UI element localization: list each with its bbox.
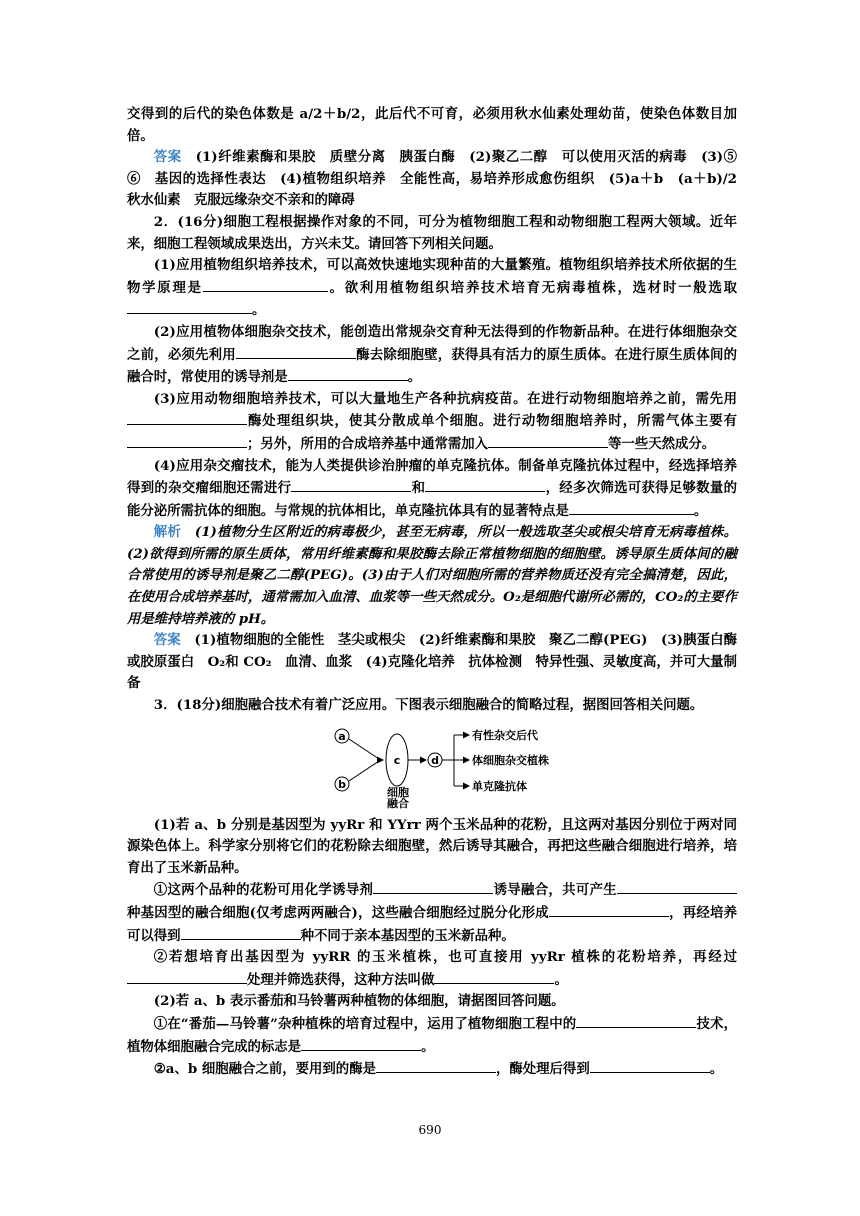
q3-sub4 — [127, 1058, 737, 1081]
answer-blank[interactable] — [434, 969, 554, 984]
arrow-b — [349, 761, 379, 781]
question-text: ②a、b 细胞融合之前，要用到的酶是 — [153, 1061, 376, 1078]
label-out2: 体细胞杂交植株 — [472, 753, 549, 767]
q2-part1 — [127, 255, 737, 322]
question-text: 和 — [411, 480, 426, 497]
question-text: ，经多次筛选可获得足够数量的能分泌所需抗体的细胞。与常规的抗体相比，单克隆抗体具有的显著特点是 — [127, 480, 738, 519]
page-number: 690 — [418, 1123, 442, 1137]
arrow-a — [349, 739, 379, 759]
question-text: ②若想培育出基因型为 yyRR 的玉米植株，也可直接用 yyRr 植株的花粉培养，再经过 — [153, 949, 737, 966]
question-text: (3)应用动物细胞培养技术，可以大量地生产各种抗病疫苗。在进行动物细胞培养之前，需先用 — [153, 390, 737, 407]
label-a: a — [338, 729, 346, 743]
question-text: ①这两个品种的花粉可用化学诱导剂 — [153, 882, 374, 899]
label-d: d — [431, 753, 439, 767]
answer-text: (1)植物细胞的全能性 茎尖或根尖 (2)纤维素酶和果胶 聚乙二醇(PEG) (3)胰蛋白酶或胶原蛋白 O₂和 CO₂ 血清、血浆 (4)克隆化培养 抗体检测 特异性强、灵敏度高，并可大量制备 — [127, 632, 738, 692]
question-text: ；另外，所用的合成培养基中通常需加入 — [247, 435, 489, 452]
answer-blank[interactable] — [376, 1058, 496, 1073]
question-text: 等一些天然成分。 — [608, 435, 716, 452]
q2-part2 — [127, 322, 737, 389]
q3-part1: (1)若 a、b 分别是基因型为 yyRr 和 YYrr 两个玉米品种的花粉，且这两对基因分别位于两对同源染色体上。科学家分别将它们的花粉除去细胞壁，然后诱导其融合，再把这些融合细胞进行培养，培育出了玉米新品种。 — [127, 816, 737, 876]
answer-blank[interactable] — [127, 410, 247, 425]
label-b: b — [338, 777, 346, 791]
question-text: ，酶处理后得到 — [495, 1061, 590, 1078]
answer-blank[interactable] — [291, 477, 411, 492]
answer-blank[interactable] — [549, 902, 669, 917]
q3-sub2 — [127, 947, 737, 991]
answer-blank[interactable] — [590, 1058, 710, 1073]
analysis-text: (1)植物分生区附近的病毒极少，甚至无病毒，所以一般选取茎尖或根尖培育无病毒植株。(2)欲得到所需的原生质体，常用纤维素酶和果胶酶去除正常植物细胞的细胞壁。诱导原生质体间的融合常使用的诱导剂是聚乙二醇(PEG)。(3)由于人们对细胞所需的营养物质还没有完全搞清楚，因此，在使用合成培养基时，通常需加入血清、血浆等一些天然成分。O₂是细胞代谢所必需的，CO₂的主要作用是维持培养液的 pH。 — [127, 524, 738, 627]
question-text: 。 — [252, 302, 266, 319]
question-text: ①在“番茄—马铃薯”杂种植株的培育过程中，运用了植物细胞工程中的 — [153, 1015, 577, 1032]
answer-blank[interactable] — [425, 477, 545, 492]
question-text: (1)应用植物组织培养技术，可以高效快速地实现种苗的大量繁殖。植物组织培养技术所依据的生物学原理是 — [127, 257, 737, 296]
q1-tail-text: 交得到的后代的染色体数是 a/2＋b/2，此后代不可育，必须用秋水仙素处理幼苗，使染色体数目加倍。 — [127, 106, 737, 144]
q2-answer — [127, 630, 737, 695]
q3-intro: 3．(18分)细胞融合技术有着广泛应用。下图表示细胞融合的简略过程，据图回答相关问题。 — [153, 697, 704, 714]
q3-part2: (2)若 a、b 表示番茄和马铃薯两种植物的体细胞，请据图回答问题。 — [153, 993, 565, 1010]
answer-blank[interactable] — [288, 366, 408, 381]
answer-blank[interactable] — [203, 277, 328, 292]
answer-tag: 答案 — [153, 632, 181, 649]
question-text: 酶处理组织块，使其分散成单个细胞。进行动物细胞培养时，所需气体主要有 — [247, 413, 737, 430]
question-text: 。欲利用植物组织培养技术培育无病毒植株，选材时一般选取 — [327, 279, 737, 296]
answer-blank[interactable] — [301, 1036, 421, 1051]
q1-answer — [127, 147, 751, 212]
question-text: 。 — [709, 1061, 724, 1078]
cell-fusion-diagram — [127, 719, 737, 811]
answer-blank[interactable] — [236, 344, 356, 359]
answer-blank[interactable] — [127, 969, 247, 984]
question-text: 。 — [421, 1038, 435, 1055]
q3-sub1 — [127, 879, 737, 947]
question-text: (4)应用杂交瘤技术，能为人类提供诊治肿瘤的单克隆抗体。制备单克隆抗体过程中，经选择培养得到的杂交瘤细胞还需进行 — [127, 457, 737, 497]
q2-part4 — [127, 456, 737, 523]
analysis-tag: 解析 — [153, 524, 182, 541]
question-text: 处理并筛选获得，这种方法叫做 — [247, 971, 435, 988]
q2-intro: 2．(16分)细胞工程根据操作对象的不同，可分为植物细胞工程和动物细胞工程两大领域。近年来，细胞工程领域成果迭出，方兴未艾。请回答下列相关问题。 — [127, 213, 737, 252]
label-out3: 单克隆抗体 — [472, 779, 527, 793]
answer-blank[interactable] — [127, 433, 247, 448]
answer-blank[interactable] — [617, 879, 737, 894]
question-text: 。 — [693, 502, 708, 519]
question-text: (2)应用植物体细胞杂交技术，能创造出常规杂交育种无法得到的作物新品种。在进行体细胞杂交之前，必须先利用 — [127, 323, 737, 363]
answer-blank[interactable] — [181, 925, 301, 940]
q2-analysis — [127, 522, 737, 630]
answer-blank[interactable] — [127, 299, 252, 314]
answer-blank[interactable] — [373, 879, 493, 894]
question-text: 种基因型的融合细胞(仅考虑两两融合)，这些融合细胞经过脱分化形成 — [127, 905, 549, 921]
label-c: c — [393, 753, 401, 767]
question-text: ，再经培养可以得到 — [127, 905, 737, 944]
answer-blank[interactable] — [569, 500, 694, 515]
label-out1: 有性杂交后代 — [472, 728, 538, 742]
question-text: 酶去除细胞壁，获得具有活力的原生质体。在进行原生质体间的融合时，常使用的诱导剂是 — [127, 346, 737, 386]
q2-part3 — [127, 389, 737, 456]
answer-tag: 答案 — [153, 149, 182, 166]
q3-sub3 — [127, 1013, 737, 1058]
main-content — [127, 104, 751, 1081]
question-text: 诱导融合，共可产生 — [493, 882, 618, 899]
question-text: 。 — [554, 971, 568, 988]
diagram-svg — [127, 719, 737, 811]
question-text: 技术，植物体细胞融合完成的标志是 — [127, 1015, 738, 1055]
answer-text: (1)纤维素酶和果胶 质壁分离 胰蛋白酶 (2)聚乙二醇 可以使用灭活的病毒 (3)⑤ ⑥ 基因的选择性表达 (4)植物组织培养 全能性高，易培养形成愈伤组织 (5)a＋b (a＋b)/2 秋水仙素 克服远缘杂交不亲和的障碍 — [127, 149, 751, 209]
label-fusion: 细胞融合 — [387, 785, 409, 810]
question-text: 。 — [407, 369, 422, 386]
question-text: 种不同于亲本基因型的玉米新品种。 — [300, 927, 515, 944]
answer-blank[interactable] — [576, 1013, 696, 1028]
answer-blank[interactable] — [488, 433, 608, 448]
